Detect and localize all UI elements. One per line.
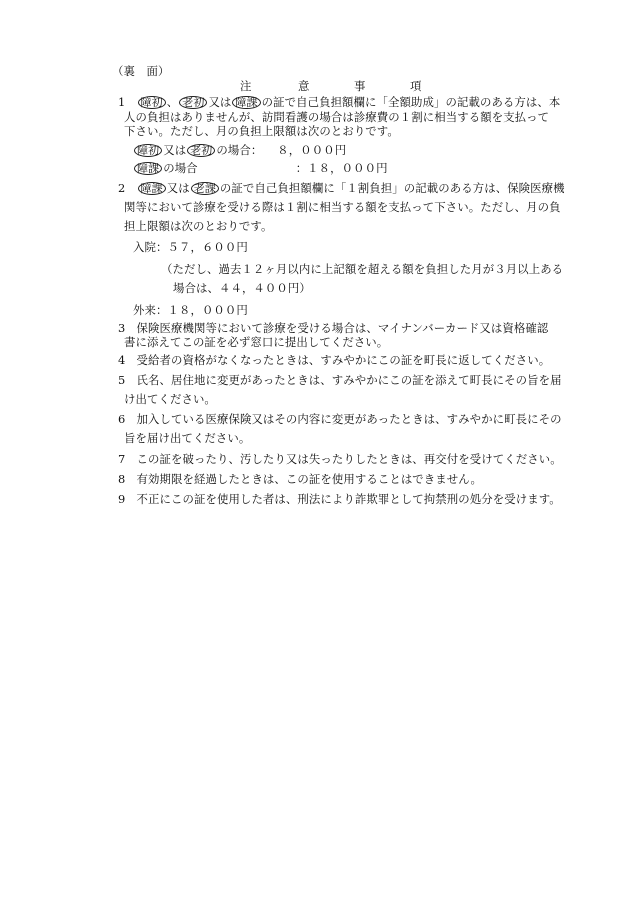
conjunction: 又は [166, 181, 190, 195]
item-1-sub-2 [133, 161, 388, 175]
item-7 [118, 452, 562, 466]
separator: 、 [166, 95, 179, 109]
item-4 [118, 353, 550, 367]
item-number: 6 [118, 412, 126, 426]
item-1-line-3: 下さい。ただし、月の負担上限額は次のとおりです。 [124, 124, 399, 138]
shoka-circled-mark: 障課 [232, 96, 260, 109]
item-number: 7 [118, 452, 126, 466]
shoka-circled-mark: 障課 [138, 182, 166, 195]
item-text: 加入している医療保険又はその内容に変更があったときは、すみやかに町長にその [136, 412, 562, 426]
item-number: 5 [118, 373, 126, 387]
item-text: この証を破ったり、汚したり又は失ったりしたときは、再交付を受けてください。 [136, 452, 562, 466]
rosho-circled-mark: 老初 [187, 144, 215, 157]
conjunction: 又は [163, 143, 187, 157]
item-number: 9 [118, 492, 126, 506]
inpatient-limit: 入院：５７，６００円 [133, 240, 248, 254]
side-label: （裏 面） [112, 64, 170, 78]
item-text: の証で自己負担額欄に「１割負担」の記載のある方は、保険医療機 [219, 181, 565, 195]
item-2-line-2: 関等において診療を受ける際は１割に相当する額を支払って下さい。ただし、月の負 [124, 200, 561, 214]
item-text: 保険医療機関等において診療を受ける場合は、マイナンバーカード又は資格確認 [136, 321, 549, 335]
conjunction: 又は [208, 95, 232, 109]
item-3-line-2: 書に添えてこの証を必ず窓口に提出してください。 [124, 335, 389, 349]
shosho-circled-mark: 障初 [134, 144, 162, 157]
item-number: 3 [118, 321, 126, 335]
rosho-circled-mark: 老初 [179, 96, 207, 109]
item-5-line-2: け出てください。 [124, 392, 216, 406]
item-6-line-2: 旨を届け出てください。 [124, 431, 251, 445]
roka-circled-mark: 老課 [191, 182, 219, 195]
shosho-circled-mark: 障初 [138, 96, 166, 109]
item-text: 不正にこの証を使用した者は、刑法により詐欺罪として拘禁刑の処分を受けます。 [136, 492, 561, 506]
item-1-line-2: 人の負担はありませんが、訪問看護の場合は診療費の１割に相当する額を支払って [124, 110, 550, 124]
heading-char: 意 [298, 79, 310, 93]
notice-heading [240, 79, 422, 93]
heading-char: 注 [240, 79, 252, 93]
inpatient-note-line-1: （ただし、過去１２ヶ月以内に上記額を超える額を負担した月が３月以上ある [161, 262, 564, 276]
item-9 [118, 492, 561, 506]
item-number: 2 [118, 181, 126, 195]
item-number: 8 [118, 472, 126, 486]
item-number: 1 [118, 95, 126, 109]
item-2-line-3: 担上限額は次のとおりです。 [124, 219, 273, 233]
limit-amount: ：１８，０００円 [295, 161, 388, 175]
item-8 [118, 472, 482, 486]
item-number: 4 [118, 353, 126, 367]
case-label: の場合： [216, 143, 263, 157]
item-text: 有効期限を経過したときは、この証を使用することはできません。 [136, 472, 482, 486]
item-1-line-1 [118, 95, 560, 109]
item-2-line-1 [118, 181, 565, 195]
heading-char: 事 [354, 79, 366, 93]
item-6-line-1 [118, 412, 562, 426]
heading-char: 項 [410, 79, 422, 93]
item-3-line-1 [118, 321, 548, 335]
item-5-line-1 [118, 373, 562, 387]
item-1-sub-1 [133, 143, 346, 157]
inpatient-note-line-2: 場合は、４４，４００円） [173, 281, 311, 295]
outpatient-limit: 外来：１８，０００円 [133, 303, 248, 317]
item-text: の証で自己負担額欄に「全額助成」の記載のある方は、本 [261, 95, 561, 109]
limit-amount: ８，０００円 [277, 143, 347, 157]
item-text: 受給者の資格がなくなったときは、すみやかにこの証を町長に返してください。 [136, 353, 551, 367]
item-text: 氏名、居住地に変更があったときは、すみやかにこの証を添えて町長にその旨を届 [136, 373, 562, 387]
case-label: の場合 [163, 161, 198, 175]
shoka-circled-mark: 障課 [134, 162, 162, 175]
